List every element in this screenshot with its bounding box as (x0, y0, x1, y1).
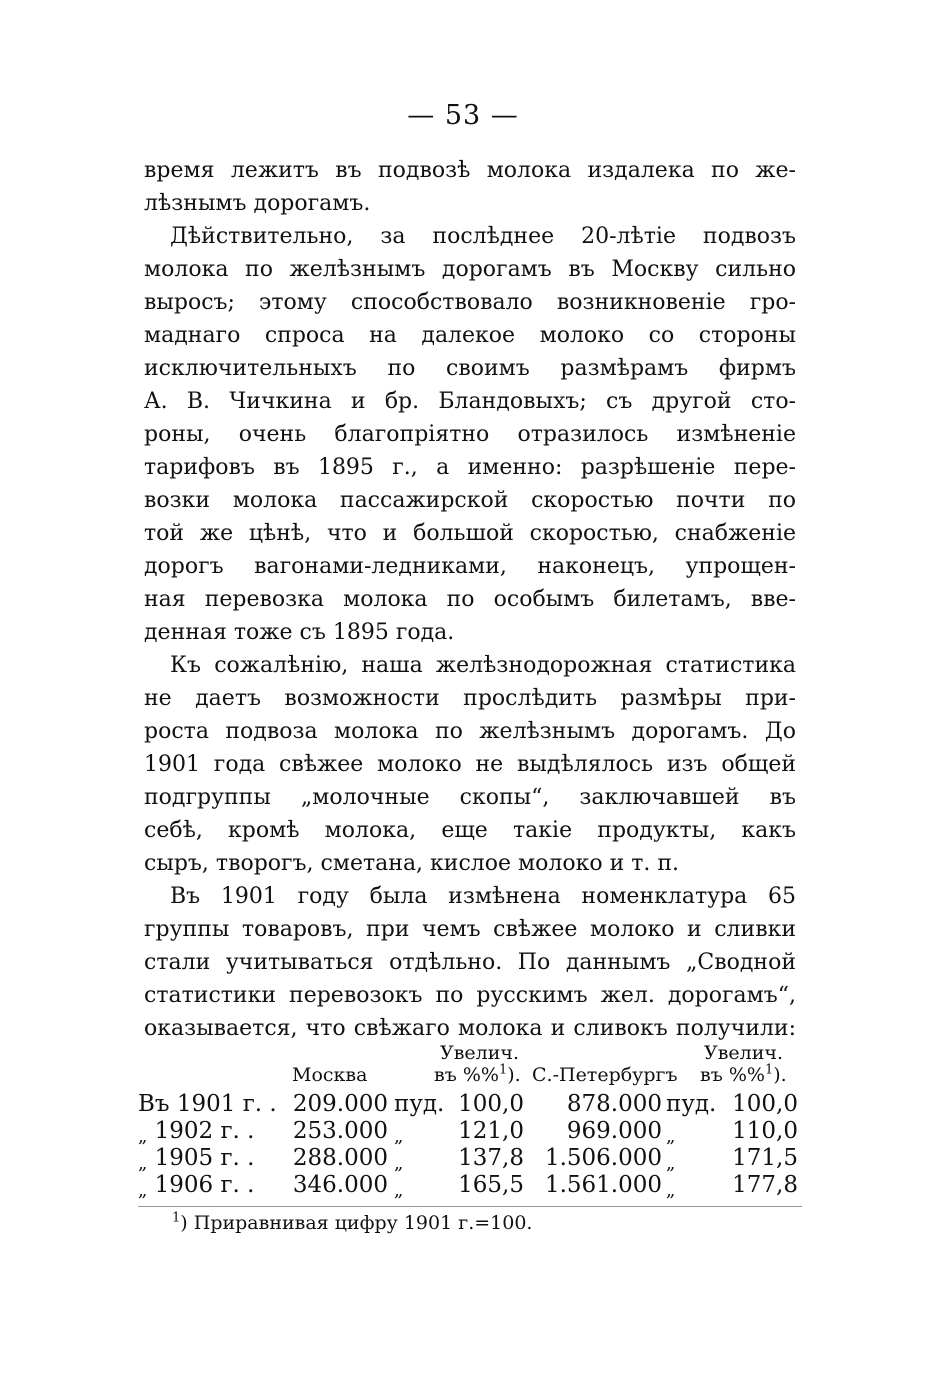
spb-increase: 100,0 (732, 1091, 798, 1117)
footnote-text: Приравнивая цифру 1901 г.=100. (193, 1212, 533, 1234)
unit-cell: „ (394, 1153, 404, 1174)
text-line: сыръ, творогъ, сметана, кислое молоко и т. п. (144, 851, 680, 876)
text-line: тарифовъ въ 1895 г., а именно: разрѣшеніе пере- (144, 455, 796, 480)
unit-cell: пуд. (666, 1091, 717, 1117)
footnote-divider (138, 1206, 802, 1207)
text-line: себѣ, кромѣ молока, еще такіе продукты, какъ (144, 818, 796, 843)
ditto-mark: „ (138, 1153, 148, 1174)
text-line: той же цѣнѣ, что и большой скоростью, снабженіе (144, 521, 796, 546)
text-line: А. В. Чичкина и бр. Бландовыхъ; съ другой сто- (144, 389, 796, 414)
text-line: группы товаровъ, при чемъ свѣжее молоко и сливки (144, 917, 796, 942)
paragraph (144, 154, 796, 220)
text-line: статистики перевозокъ по русскимъ жел. дорогамъ“, (144, 983, 796, 1008)
moscow-value: 346.000 (292, 1172, 388, 1198)
unit-cell: „ (394, 1126, 404, 1147)
text-line: подгруппы „молочные скопы“, заключавшей въ (144, 785, 796, 810)
body-text (144, 154, 796, 1045)
spb-increase: 171,5 (732, 1145, 798, 1171)
moscow-value: 288.000 (292, 1145, 388, 1171)
ditto-mark: „ (138, 1126, 148, 1147)
year-cell: Въ 1901 г. . (138, 1091, 277, 1117)
unit-cell: „ (666, 1153, 676, 1174)
moscow-increase: 137,8 (458, 1145, 524, 1171)
unit-cell: „ (666, 1126, 676, 1147)
spb-increase: 177,8 (732, 1172, 798, 1198)
footnote: $^1$) Приравнивая цифру 1901 г.=100. (172, 1210, 533, 1234)
paragraph (144, 649, 796, 880)
year-cell: „ 1906 г. . (138, 1172, 255, 1201)
text-line: время лежитъ въ подвозѣ молока издалека по же- (144, 158, 796, 183)
ditto-mark: „ (138, 1180, 148, 1201)
percent-header-moscow: въ %%$^1$). (434, 1062, 521, 1086)
table-row (138, 1117, 802, 1145)
spb-value: 1.506.000 (544, 1145, 662, 1171)
table-row (138, 1171, 802, 1199)
unit-cell: „ (394, 1180, 404, 1201)
column-header-moscow: Москва (292, 1064, 368, 1086)
moscow-increase: 100,0 (458, 1091, 524, 1117)
text-line: не даетъ возможности прослѣдить размѣры при- (144, 686, 796, 711)
spb-value: 969.000 (566, 1118, 662, 1144)
moscow-value: 253.000 (292, 1118, 388, 1144)
text-line: роста подвоза молока по желѣзнымъ дорогамъ. До (144, 719, 796, 744)
increase-header-moscow: Увелич. (440, 1042, 520, 1064)
percent-header-spb: въ %%$^1$). (700, 1062, 787, 1086)
text-line: ная перевозка молока по особымъ билетамъ, вве- (144, 587, 796, 612)
unit-cell: пуд. (394, 1091, 445, 1117)
paragraph (144, 880, 796, 1045)
text-line: стали учитываться отдѣльно. По даннымъ „Сводной (144, 950, 796, 975)
footnote-mark: 1 (172, 1210, 181, 1226)
spb-increase: 110,0 (732, 1118, 798, 1144)
text-line: лѣзнымъ дорогамъ. (144, 191, 371, 216)
text-line: Въ 1901 году была измѣнена номенклатура 65 (170, 884, 796, 909)
increase-header-spb: Увелич. (704, 1042, 784, 1064)
text-line: выросъ; этому способствовало возникновеніе гро- (144, 290, 796, 315)
paragraph (144, 220, 796, 649)
table-row (138, 1090, 802, 1118)
moscow-value: 209.000 (292, 1091, 388, 1117)
text-line: Къ сожалѣнію, наша желѣзнодорожная статистика (170, 653, 796, 678)
text-line: молока по желѣзнымъ дорогамъ въ Москву сильно (144, 257, 796, 282)
text-line: возки молока пассажирской скоростью почти по (144, 488, 796, 513)
text-line: Дѣйствительно, за послѣднее 20-лѣтіе подвозъ (170, 224, 796, 249)
text-line: роны, очень благопріятно отразилось измѣненіе (144, 422, 796, 447)
moscow-increase: 165,5 (458, 1172, 524, 1198)
text-line: оказывается, что свѣжаго молока и сливокъ получили: (144, 1016, 796, 1041)
column-header-spb: С.-Петербургъ (532, 1064, 678, 1086)
year-cell: „ 1905 г. . (138, 1145, 255, 1174)
text-line: дорогъ вагонами-ледниками, наконецъ, упрощен- (144, 554, 796, 579)
text-line: 1901 года свѣжее молоко не выдѣлялось изъ общей (144, 752, 796, 777)
text-line: исключительныхъ по своимъ размѣрамъ фирмъ (144, 356, 796, 381)
moscow-increase: 121,0 (458, 1118, 524, 1144)
table-row (138, 1144, 802, 1172)
page-number: — 53 — (407, 100, 519, 131)
text-line: денная тоже съ 1895 года. (144, 620, 455, 645)
spb-value: 1.561.000 (544, 1172, 662, 1198)
spb-value: 878.000 (566, 1091, 662, 1117)
unit-cell: „ (666, 1180, 676, 1201)
text-line: маднаго спроса на далекое молоко со стороны (144, 323, 796, 348)
year-cell: „ 1902 г. . (138, 1118, 255, 1147)
